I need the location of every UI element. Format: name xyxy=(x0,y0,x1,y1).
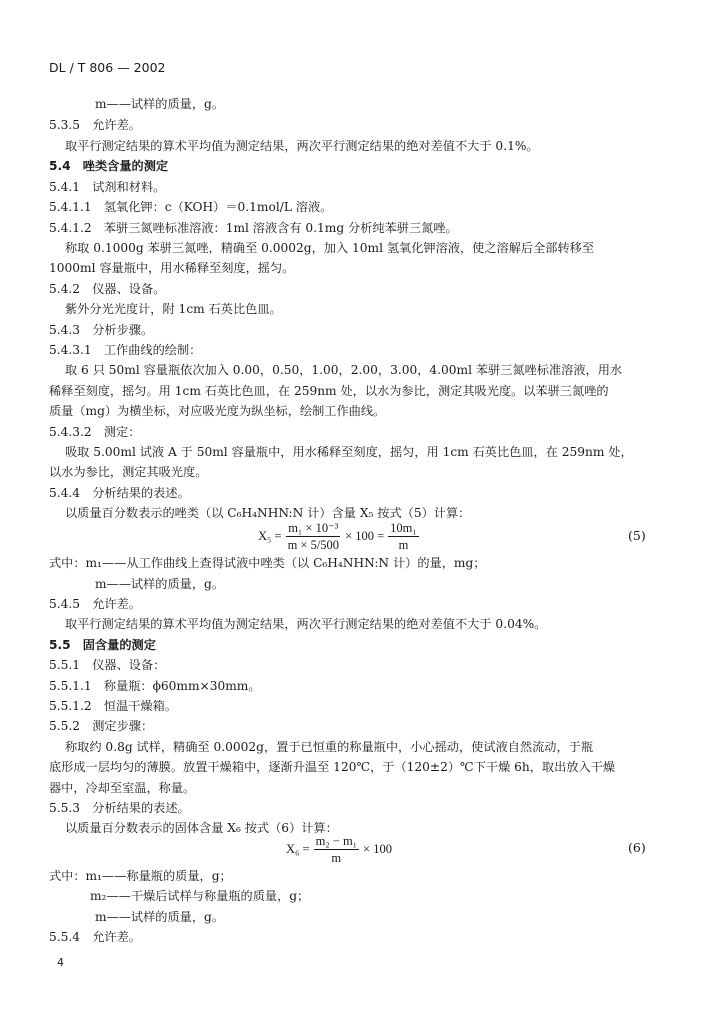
paragraph-text: 紫外分光光度计，附 1cm 石英比色皿。 xyxy=(65,302,282,316)
section-5-5-1-2-text: 5.5.1.2 恒温干燥箱。 xyxy=(49,699,177,713)
section-5-4-4-heading: 5.4.4 分析结果的表述。 xyxy=(49,486,190,500)
section-5-4-2-heading: 5.4.2 仪器、设备。 xyxy=(49,282,166,296)
variable-m1-definition: 式中：m₁——称量瓶的质量，g； xyxy=(49,869,232,883)
document-code-header: DL / T 806 — 2002 xyxy=(49,60,166,75)
paragraph-text: 质量（mg）为横坐标，对应吸光度为纵坐标，绘制工作曲线。 xyxy=(49,404,386,418)
paragraph-text: 1000ml 容量瓶中，用水稀释至刻度，摇匀。 xyxy=(49,261,295,275)
formula-5-fraction-2-numerator: 10m₁ xyxy=(390,521,417,535)
formula-6-number: (6) xyxy=(628,840,646,855)
section-5-5-1-heading: 5.5.1 仪器、设备： xyxy=(49,658,166,672)
formula-6-lhs: X₆ = xyxy=(286,842,310,856)
variable-m1-definition: 式中：m₁——从工作曲线上查得试液中唑类（以 C₆H₄NHN:N 计）的量，mg； xyxy=(49,556,486,570)
paragraph-text: 器中，冷却至室温，称量。 xyxy=(49,781,196,795)
section-5-4-1-1-text: 5.4.1.1 氢氧化钾：c（KOH）＝0.1mol/L 溶液。 xyxy=(49,200,333,214)
formula-6-fraction-1 xyxy=(314,834,359,865)
formula-5-lhs: X₅ = xyxy=(258,529,282,543)
paragraph-text: 以质量百分数表示的固体含量 X₆ 按式（6）计算： xyxy=(65,821,338,835)
section-5-5-3-heading: 5.5.3 分析结果的表述。 xyxy=(49,801,190,815)
section-5-4-3-2-heading: 5.4.3.2 测定： xyxy=(49,425,141,439)
formula-5-fraction-2 xyxy=(388,521,419,552)
paragraph-text: 稀释至刻度，摇匀。用 1cm 石英比色皿，在 259nm 处，以水为参比，测定其吸光度。以苯骈三氮唑的 xyxy=(49,384,609,398)
section-5-5-1-1-text: 5.5.1.1 称量瓶：ϕ60mm×30mm。 xyxy=(49,679,261,693)
paragraph-text: 取 6 只 50ml 容量瓶依次加入 0.00，0.50，1.00，2.00，3.00，4.00ml 苯骈三氮唑标准溶液，用水 xyxy=(65,363,623,377)
paragraph-text: 称取约 0.8g 试样，精确至 0.0002g，置于已恒重的称量瓶中，小心摇动，使试液自然流动，于瓶 xyxy=(65,740,594,754)
formula-5-fraction-1-numerator: m₁ × 10⁻³ xyxy=(288,521,339,535)
paragraph-text: 称取 0.1000g 苯骈三氮唑，精确至 0.0002g，加入 10ml 氢氧化钾溶液，使之溶解后全部转移至 xyxy=(65,241,595,255)
section-5-4-1-2-text: 5.4.1.2 苯骈三氮唑标准溶液：1ml 溶液含有 0.1mg 分析纯苯骈三氮唑。 xyxy=(49,221,458,235)
formula-5-fraction-1 xyxy=(286,521,342,552)
paragraph-text: 吸取 5.00ml 试液 A 于 50ml 容量瓶中，用水稀释至刻度，摇匀，用 1cm 石英比色皿，在 259nm 处， xyxy=(65,445,633,459)
variable-m-definition: m——试样的质量，g。 xyxy=(95,910,225,924)
formula-5-fraction-2-denominator: m xyxy=(398,538,409,552)
paragraph-text: 以质量百分数表示的唑类（以 C₆H₄NHN:N 计）含量 X₅ 按式（5）计算： xyxy=(65,506,471,520)
paragraph-text: 以水为参比，测定其吸光度。 xyxy=(49,465,208,479)
formula-5-middle: × 100 = xyxy=(345,529,385,543)
formula-6-fraction-1-numerator: m₂ − m₁ xyxy=(315,834,358,848)
section-5-4-5-heading: 5.4.5 允许差。 xyxy=(49,597,141,611)
paragraph-text: 底形成一层均匀的薄膜。放置干燥箱中，逐渐升温至 120℃，于（120±2）℃下干燥 6h，取出放入干燥 xyxy=(49,760,616,774)
section-5-3-5-heading: 5.3.5 允许差。 xyxy=(49,118,141,132)
variable-m-definition: m——试样的质量，g。 xyxy=(95,577,225,591)
section-5-4-3-1-heading: 5.4.3.1 工作曲线的绘制： xyxy=(49,343,202,357)
formula-6-fraction-1-denominator: m xyxy=(331,851,342,865)
paragraph-text: 取平行测定结果的算术平均值为测定结果，两次平行测定结果的绝对差值不大于 0.04%。 xyxy=(65,617,547,631)
paragraph-text: 取平行测定结果的算术平均值为测定结果，两次平行测定结果的绝对差值不大于 0.1%。 xyxy=(65,139,539,153)
section-5-5-heading: 5.5 固含量的测定 xyxy=(49,638,156,652)
section-5-4-1-heading: 5.4.1 试剂和材料。 xyxy=(49,180,166,194)
page-number: 4 xyxy=(57,956,64,969)
formula-5 xyxy=(258,521,423,552)
section-5-4-heading: 5.4 唑类含量的测定 xyxy=(49,159,169,173)
variable-m-definition: m——试样的质量，g。 xyxy=(95,97,225,111)
formula-6 xyxy=(286,834,392,865)
section-5-5-2-heading: 5.5.2 测定步骤： xyxy=(49,719,154,733)
formula-5-fraction-1-denominator: m × 5/500 xyxy=(287,538,340,552)
section-5-5-4-heading: 5.5.4 允许差。 xyxy=(49,930,141,944)
formula-6-middle: × 100 xyxy=(363,842,392,856)
section-5-4-3-heading: 5.4.3 分析步骤。 xyxy=(49,323,154,337)
formula-5-number: (5) xyxy=(628,528,646,543)
variable-m2-definition: m₂——干燥后试样与称量瓶的质量，g； xyxy=(90,889,310,903)
